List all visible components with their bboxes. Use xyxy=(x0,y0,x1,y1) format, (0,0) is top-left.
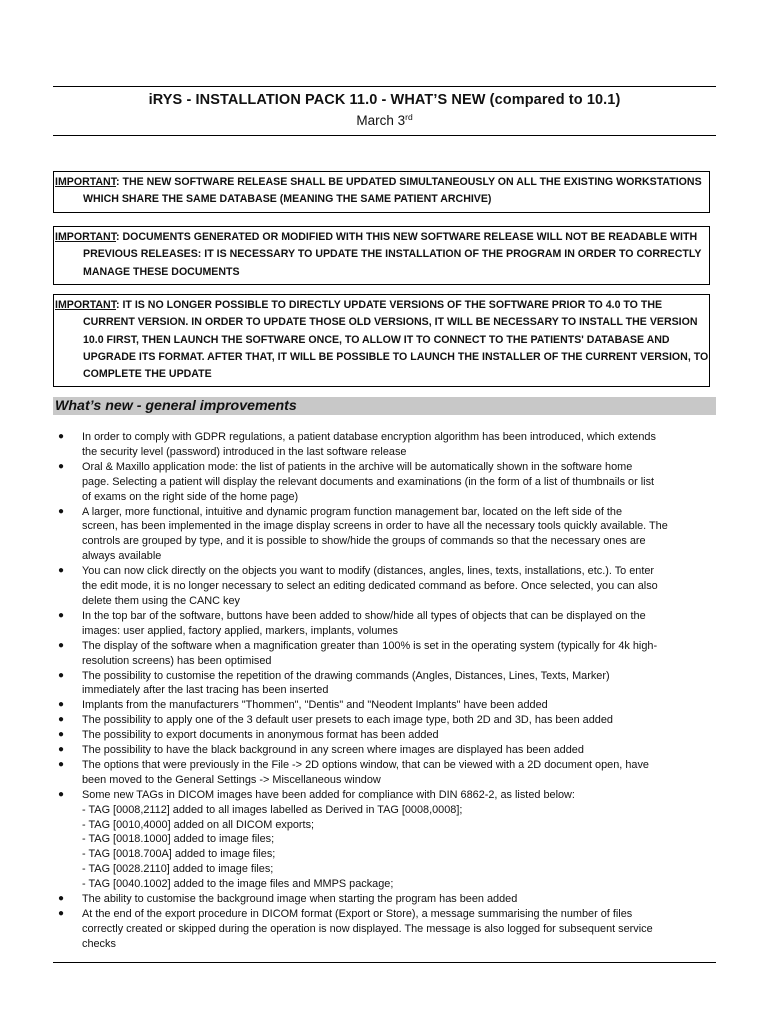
list-item-text: screen, has been implemented in the image display screens in order to have all the necessary tools quickly available. The xyxy=(82,520,668,533)
notice-first-line xyxy=(54,174,702,191)
notice-text: : THE NEW SOFTWARE RELEASE SHALL BE UPDATED SIMULTANEOUSLY ON ALL THE EXISTING WORKSTATIONS xyxy=(116,176,702,188)
list-item-text: always available xyxy=(82,550,162,563)
improvements-list xyxy=(53,430,716,952)
notice-continuation-line: CURRENT VERSION. IN ORDER TO UPDATE THOSE OLD VERSIONS, IT WILL BE NECESSARY TO INSTALL THE VERSION xyxy=(83,316,698,329)
top-rule xyxy=(53,86,716,87)
list-item-text: The possibility to apply one of the 3 default user presets to each image type, both 2D and 3D, has been added xyxy=(82,714,613,727)
list-item-text: - TAG [0040.1002] added to the image files and MMPS package; xyxy=(82,878,394,891)
section-heading xyxy=(53,397,716,415)
list-item xyxy=(53,430,716,460)
notice-text: : DOCUMENTS GENERATED OR MODIFIED WITH THIS NEW SOFTWARE RELEASE WILL NOT BE READABLE WITH xyxy=(116,231,698,243)
list-item-text: - TAG [0018.1000] added to image files; xyxy=(82,833,275,846)
list-item-text: - TAG [0008,2112] added to all images labelled as Derived in TAG [0008,0008]; xyxy=(82,803,463,816)
list-item xyxy=(53,460,716,505)
list-item-text: The possibility to have the black background in any screen where images are displayed has been added xyxy=(82,744,584,757)
list-item-text: - TAG [0010,4000] added on all DICOM exports; xyxy=(82,818,315,831)
bullet-icon: ● xyxy=(58,744,65,756)
bullet-icon: ● xyxy=(58,565,65,577)
list-item-text: immediately after the last tracing has been inserted xyxy=(82,684,329,697)
list-item xyxy=(53,728,716,743)
list-item-text: A larger, more functional, intuitive and dynamic program function management bar, located on the left side of the xyxy=(82,505,623,518)
list-item xyxy=(53,907,716,952)
important-notice-1 xyxy=(53,171,710,213)
notice-continuation-line: WHICH SHARE THE SAME DATABASE (MEANING THE SAME PATIENT ARCHIVE) xyxy=(83,193,492,206)
list-item-text: of exams on the right side of the home page) xyxy=(82,490,299,503)
bullet-icon: ● xyxy=(58,893,65,905)
list-item xyxy=(53,743,716,758)
list-item xyxy=(53,892,716,907)
list-item-text: delete them using the CANC key xyxy=(82,594,240,607)
bullet-icon: ● xyxy=(58,460,65,472)
notice-continuation-line: 10.0 FIRST, THEN LAUNCH THE SOFTWARE ONCE, TO ALLOW IT TO CONNECT TO THE PATIENTS' DATABASE AND xyxy=(83,333,670,346)
bottom-rule xyxy=(53,962,716,963)
list-item xyxy=(53,564,716,609)
list-item-text: In the top bar of the software, buttons have been added to show/hide all types of objects that can be displayed on the xyxy=(82,609,646,622)
bullet-icon: ● xyxy=(58,669,65,681)
list-item-text: You can now click directly on the objects you want to modify (distances, angles, lines, texts, installations, etc.). To enter xyxy=(82,565,655,578)
bullet-icon: ● xyxy=(58,639,65,651)
notice-text: : IT IS NO LONGER POSSIBLE TO DIRECTLY UPDATE VERSIONS OF THE SOFTWARE PRIOR TO 4.0 TO THE xyxy=(116,299,663,311)
notice-continuation-line: PREVIOUS RELEASES: IT IS NECESSARY TO UPDATE THE INSTALLATION OF THE PROGRAM IN ORDER TO CORRECTLY xyxy=(83,248,702,261)
list-item xyxy=(53,698,716,713)
important-notice-3 xyxy=(53,294,710,387)
list-item xyxy=(53,713,716,728)
list-item xyxy=(53,609,716,639)
list-item-text: Oral & Maxillo application mode: the list of patients in the archive will be automatically shown in the software home xyxy=(82,460,633,473)
important-label: IMPORTANT xyxy=(55,299,117,311)
document-date: March 3rd xyxy=(356,112,413,128)
document-header xyxy=(53,90,716,131)
bullet-icon: ● xyxy=(58,729,65,741)
list-item-text: Some new TAGs in DICOM images have been added for compliance with DIN 6862-2, as listed below: xyxy=(82,788,575,801)
list-item xyxy=(53,505,716,565)
notice-continuation-line: MANAGE THESE DOCUMENTS xyxy=(83,265,240,278)
list-item-text: checks xyxy=(82,937,116,950)
bullet-icon: ● xyxy=(58,788,65,800)
list-item-text: correctly created or skipped during the operation is now displayed. The message is also logged for subsequent service xyxy=(82,922,653,935)
list-item-text: been moved to the General Settings -> Miscellaneous window xyxy=(82,773,381,786)
list-item xyxy=(53,758,716,788)
list-item-text: - TAG [0018.700A] added to image files; xyxy=(82,848,276,861)
important-notice-2 xyxy=(53,226,710,285)
list-item xyxy=(53,669,716,699)
notice-continuation-line: UPGRADE ITS FORMAT. AFTER THAT, IT WILL BE POSSIBLE TO LAUNCH THE INSTALLER OF THE CURRENT VERSION, TO xyxy=(83,350,709,363)
list-item-text: The display of the software when a magnification greater than 100% is set in the operating system (typically for 4k high- xyxy=(82,639,658,652)
notice-continuation-line: COMPLETE THE UPDATE xyxy=(83,368,212,381)
bullet-icon: ● xyxy=(58,908,65,919)
list-item-text: The ability to customise the background image when starting the program has been added xyxy=(82,893,518,906)
list-item-text: The possibility to export documents in anonymous format has been added xyxy=(82,729,439,742)
bullet-icon: ● xyxy=(58,431,65,442)
bullet-icon: ● xyxy=(58,758,65,770)
list-item-text: page. Selecting a patient will display the relevant documents and examinations (in the form of a list of thumbnails or list xyxy=(82,475,655,488)
list-item-text: Implants from the manufacturers "Thommen", "Dentis" and "Neodent Implants" have been added xyxy=(82,699,548,712)
list-item xyxy=(53,639,716,669)
important-label: IMPORTANT xyxy=(55,231,117,243)
notice-first-line xyxy=(54,297,702,314)
list-item-text: - TAG [0028.2110] added to image files; xyxy=(82,863,274,876)
list-item-text: The possibility to customise the repetition of the drawing commands (Angles, Distances, Lines, Texts, Marker) xyxy=(82,669,610,682)
list-item-text: resolution screens) has been optimised xyxy=(82,654,272,667)
list-item-text: controls are grouped by type, and it is possible to show/hide the groups of commands so that the necessary ones are xyxy=(82,535,646,548)
list-item-text: images: user applied, factory applied, markers, implants, volumes xyxy=(82,624,398,637)
bullet-icon: ● xyxy=(58,714,65,726)
section-title: What’s new - general improvements xyxy=(55,398,297,414)
notice-first-line xyxy=(54,229,702,246)
bullet-icon: ● xyxy=(58,699,65,711)
document-title: iRYS - INSTALLATION PACK 11.0 - WHAT’S NEW (compared to 10.1) xyxy=(148,92,621,108)
list-item xyxy=(53,788,716,892)
list-item-text: The options that were previously in the File -> 2D options window, that can be viewed with a 2D document open, have xyxy=(82,758,649,771)
header-bottom-rule xyxy=(53,135,716,136)
list-item-text: the edit mode, it is no longer necessary to select an editing dedicated command as before. Once selected, you can also xyxy=(82,580,658,593)
important-label: IMPORTANT xyxy=(55,176,117,188)
list-item-text: the security level (password) introduced in the last software release xyxy=(82,445,407,458)
list-item-text: In order to comply with GDPR regulations, a patient database encryption algorithm has been introduced, which extends xyxy=(82,431,656,443)
bullet-icon: ● xyxy=(58,505,65,517)
bullet-icon: ● xyxy=(58,609,65,621)
list-item-text: At the end of the export procedure in DICOM format (Export or Store), a message summarising the number of files xyxy=(82,908,633,920)
